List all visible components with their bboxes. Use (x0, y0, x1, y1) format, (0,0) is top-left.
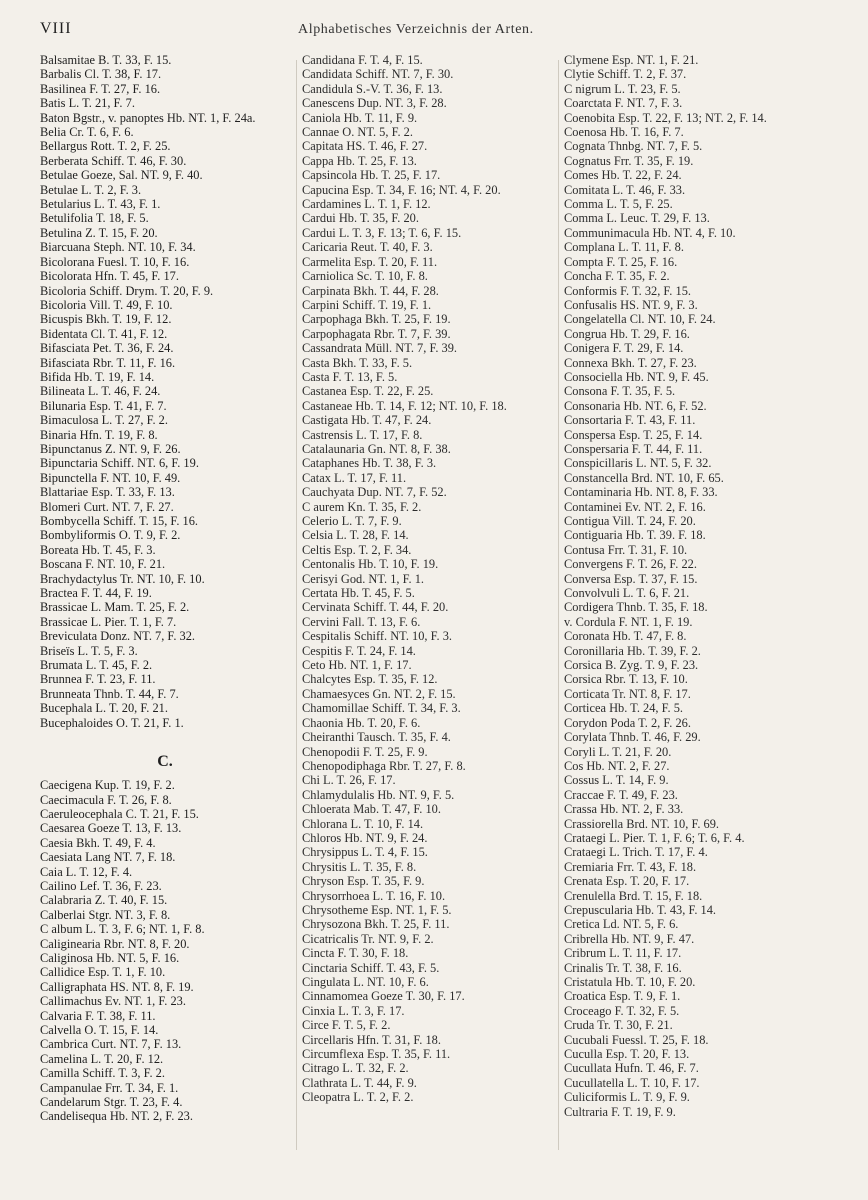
index-entry: Bicolorata Hfn. T. 45, F. 17. (40, 269, 179, 284)
index-entry: Bombycella Schiff. T. 15, F. 16. (40, 514, 199, 528)
index-entry: Caniola Hb. T. 11, F. 9. (302, 110, 418, 125)
index-entry: Castrensis L. T. 17, F. 8. (302, 427, 423, 442)
index-entry: Brachydactylus Tr. NT. 10, F. 10. (40, 571, 205, 586)
index-entry: Cervinata Schiff. T. 44, F. 20. (302, 600, 449, 615)
index-entry: Conspicillaris L. NT. 5, F. 32. (564, 456, 712, 471)
index-entry: Calabraria Z. T. 40, F. 15. (40, 893, 168, 908)
index-entry: Bifasciata Rbr. T. 11, F. 16. (40, 355, 176, 370)
index-entry: Canescens Dup. NT. 3, F. 28. (302, 96, 447, 111)
index-entry: Crinalis Tr. T. 38, F. 16. (564, 960, 682, 975)
index-entry: Bucephaloides O. T. 21, F. 1. (40, 715, 184, 730)
index-entry: Centonalis Hb. T. 10, F. 19. (302, 557, 439, 572)
index-entry: Brumata L. T. 45, F. 2. (40, 658, 153, 673)
index-entry: Bicuspis Bkh. T. 19, F. 12. (40, 312, 172, 327)
index-entry: Candidula S.-V. T. 36, F. 13. (302, 81, 443, 96)
index-entry: Betularius L. T. 43, F. 1. (40, 197, 161, 212)
index-entry: Breviculata Donz. NT. 7, F. 32. (40, 629, 196, 644)
index-entry: Cremiaria Frr. T. 43, F. 18. (564, 859, 697, 874)
index-entry: Basilinea F. T. 27, F. 16. (40, 81, 161, 96)
index-entry: Corsica B. Zyg. T. 9, F. 23. (564, 658, 699, 673)
index-entry: Chrysozona Bkh. T. 25, F. 11. (302, 917, 450, 932)
index-entry: Corydon Poda T. 2, F. 26. (564, 715, 691, 730)
index-entry: Constancella Brd. NT. 10, F. 65. (564, 470, 724, 485)
index-entry: Boreata Hb. T. 45, F. 3. (40, 542, 156, 557)
index-entry: Brassicae L. Mam. T. 25, F. 2. (40, 600, 190, 615)
index-entry: Cheiranthi Tausch. T. 35, F. 4. (302, 730, 451, 745)
index-entry: Batis L. T. 21, F. 7. (40, 96, 135, 111)
index-entry: Culiciformis L. T. 9, F. 9. (564, 1090, 690, 1105)
index-entry: Casta Bkh. T. 33, F. 5. (302, 355, 413, 370)
index-entry: Cardamines L. T. 1, F. 12. (302, 197, 431, 212)
index-entry: C nigrum L. T. 23, F. 5. (564, 81, 681, 96)
index-entry: Camelina L. T. 20, F. 12. (40, 1051, 164, 1066)
index-entry: Camilla Schiff. T. 3, F. 2. (40, 1066, 165, 1081)
index-entry: Blattariae Esp. T. 33, F. 13. (40, 485, 175, 500)
index-entry: Circumflexa Esp. T. 35, F. 11. (302, 1047, 451, 1062)
index-entry: Bipunctanus Z. NT. 9, F. 26. (40, 441, 181, 456)
index-entry: Celerio L. T. 7, F. 9. (302, 514, 402, 528)
index-entry: Connexa Bkh. T. 27, F. 23. (564, 355, 697, 370)
index-entry: Compta F. T. 25, F. 16. (564, 254, 678, 269)
index-entry: Calberlai Stgr. NT. 3, F. 8. (40, 907, 171, 922)
index-entry: Barbalis Cl. T. 38, F. 17. (40, 67, 162, 82)
index-entry: Betulifolia T. 18, F. 5. (40, 211, 149, 226)
index-entry: Consortaria F. T. 43, F. 11. (564, 413, 696, 428)
index-entry: Croatica Esp. T. 9, F. 1. (564, 989, 681, 1004)
index-entry: Chrysorrhoea L. T. 16, F. 10. (302, 888, 446, 903)
index-entry: Cailino Lef. T. 36, F. 23. (40, 878, 162, 893)
index-entry: Crassa Hb. NT. 2, F. 33. (564, 802, 684, 817)
index-entry: Caia L. T. 12, F. 4. (40, 864, 133, 879)
index-entry: Cretica Ld. NT. 5, F. 6. (564, 917, 679, 932)
index-entry: Coenosa Hb. T. 16, F. 7. (564, 125, 684, 140)
index-entry: Cucullatella L. T. 10, F. 17. (564, 1075, 700, 1090)
index-entry: Carpinata Bkh. T. 44, F. 28. (302, 283, 439, 298)
index-entry: Consona F. T. 35, F. 5. (564, 384, 676, 399)
index-entry: Castanea Esp. T. 22, F. 25. (302, 384, 434, 399)
index-entry: Certata Hb. T. 45, F. 5. (302, 586, 415, 601)
index-entry: Crepuscularia Hb. T. 43, F. 14. (564, 902, 717, 917)
index-entry: Caeruleocephala C. T. 21, F. 15. (40, 806, 199, 821)
index-entry: Celsia L. T. 28, F. 14. (302, 528, 409, 543)
index-entry: Cucullata Hufn. T. 46, F. 7. (564, 1061, 699, 1076)
index-entry: Chenopodii F. T. 25, F. 9. (302, 744, 428, 759)
index-entry: C aurem Kn. T. 35, F. 2. (302, 499, 422, 514)
index-entry: Conigera F. T. 29, F. 14. (564, 341, 684, 356)
index-entry: Bifida Hb. T. 19, F. 14. (40, 369, 155, 384)
index-entry: Castigata Hb. T. 47, F. 24. (302, 413, 432, 428)
index-entry: Bilineata L. T. 46, F. 24. (40, 384, 161, 399)
index-entry: Caesiata Lang NT. 7, F. 18. (40, 850, 176, 865)
index-entry: Candelarum Stgr. T. 23, F. 4. (40, 1095, 183, 1110)
index-entry: Caliginosa Hb. NT. 5, F. 16. (40, 950, 180, 965)
index-entry: Cardui L. T. 3, F. 13; T. 6, F. 15. (302, 225, 462, 240)
index-entry: Confusalis HS. NT. 9, F. 3. (564, 297, 698, 312)
index-entry: Callimachus Ev. NT. 1, F. 23. (40, 994, 186, 1009)
index-entry: v. Cordula F. NT. 1, F. 19. (564, 614, 693, 629)
index-entry: Cannae O. NT. 5, F. 2. (302, 125, 413, 140)
index-entry: Coryli L. T. 21, F. 20. (564, 744, 672, 759)
index-entry: Crataegi L. Trich. T. 17, F. 4. (564, 845, 708, 860)
index-entry: Candidata Schiff. NT. 7, F. 30. (302, 67, 454, 82)
index-entry: Consociella Hb. NT. 9, F. 45. (564, 369, 709, 384)
index-entry: Brunnea F. T. 23, F. 11. (40, 672, 156, 687)
index-entry: Crenulella Brd. T. 15, F. 18. (564, 888, 703, 903)
index-entry: Brunneata Thnb. T. 44, F. 7. (40, 686, 179, 701)
index-entry: Bidentata Cl. T. 41, F. 12. (40, 326, 168, 341)
index-entry: Carmelita Esp. T. 20, F. 11. (302, 254, 438, 269)
index-entry: Cerisyi God. NT. 1, F. 1. (302, 571, 424, 586)
index-entry: Balsamitae B. T. 33, F. 15. (40, 53, 172, 67)
index-entry: Cuculla Esp. T. 20, F. 13. (564, 1047, 690, 1062)
section-letter: C. (157, 753, 173, 771)
index-entry: Cataphanes Hb. T. 38, F. 3. (302, 456, 437, 471)
index-column-1 (40, 53, 290, 1124)
index-entry: Contaminei Ev. NT. 2, F. 16. (564, 499, 706, 514)
index-entry: Bifasciata Pet. T. 36, F. 24. (40, 341, 174, 356)
index-entry: C album L. T. 3, F. 6; NT. 1, F. 8. (40, 922, 205, 937)
index-entry: Comes Hb. T. 22, F. 24. (564, 168, 682, 183)
index-entry: Coronata Hb. T. 47, F. 8. (564, 629, 687, 644)
index-entry: Cruda Tr. T. 30, F. 21. (564, 1018, 673, 1033)
index-entry: Chlorana L. T. 10, F. 14. (302, 816, 424, 831)
index-entry: Cucubali Fuessl. T. 25, F. 18. (564, 1032, 709, 1047)
index-entry: Cauchyata Dup. NT. 7, F. 52. (302, 485, 447, 500)
species-list-b (40, 53, 290, 730)
index-entry: Ceto Hb. NT. 1, F. 17. (302, 658, 412, 673)
index-entry: Crataegi L. Pier. T. 1, F. 6; T. 6, F. 4. (564, 830, 745, 845)
index-entry: Caligineаria Rbr. NT. 8, F. 20. (40, 936, 190, 951)
index-entry: Caricaria Reut. T. 40, F. 3. (302, 240, 433, 255)
index-entry: Carniolica Sc. T. 10, F. 8. (302, 269, 428, 284)
index-entry: Cespitalis Schiff. NT. 10, F. 3. (302, 629, 452, 644)
index-entry: Capitata HS. T. 46, F. 27. (302, 139, 428, 154)
index-entry: Calvaria F. T. 38, F. 11. (40, 1008, 156, 1023)
index-entry: Crenata Esp. T. 20, F. 17. (564, 874, 690, 889)
index-entry: Blomeri Curt. NT. 7, F. 27. (40, 499, 174, 514)
index-entry: Chenopodiphaga Rbr. T. 27, F. 8. (302, 758, 466, 773)
index-entry: Chi L. T. 26, F. 17. (302, 773, 396, 788)
index-entry: Comma L. Leuc. T. 29, F. 13. (564, 211, 710, 226)
index-entry: Cinxia L. T. 3, F. 17. (302, 1003, 405, 1018)
species-list-c (40, 778, 290, 1124)
index-entry: Calvella O. T. 15, F. 14. (40, 1023, 159, 1037)
species-list (302, 53, 554, 1105)
index-entry: Chlamydulalis Hb. NT. 9, F. 5. (302, 787, 455, 802)
page-header (0, 20, 868, 46)
index-entry: Casta F. T. 13, F. 5. (302, 369, 398, 384)
index-entry: Cultraria F. T. 19, F. 9. (564, 1104, 676, 1119)
index-entry: Conformis F. T. 32, F. 15. (564, 283, 691, 298)
index-entry: Chloros Hb. NT. 9, F. 24. (302, 830, 428, 845)
index-entry: Conspersaria F. T. 44, F. 11. (564, 441, 703, 456)
index-entry: Coarctata F. NT. 7, F. 3. (564, 96, 683, 111)
index-entry: Cappa Hb. T. 25, F. 13. (302, 153, 417, 168)
index-entry: Campanulae Frr. T. 34, F. 1. (40, 1080, 179, 1095)
index-entry: Belia Cr. T. 6, F. 6. (40, 125, 134, 140)
index-entry: Corsica Rbr. T. 13, F. 10. (564, 672, 688, 687)
index-entry: Bilunaria Esp. T. 41, F. 7. (40, 398, 167, 413)
index-entry: Cardui Hb. T. 35, F. 20. (302, 211, 419, 226)
index-entry: Chamaesyces Gn. NT. 2, F. 15. (302, 686, 456, 701)
index-entry: Chrysitis L. T. 35, F. 8. (302, 859, 417, 874)
index-entry: Briseïs L. T. 5, F. 3. (40, 643, 138, 658)
index-entry: Bicolorana Fuesl. T. 10, F. 16. (40, 254, 190, 269)
index-entry: Circellaris Hfn. T. 31, F. 18. (302, 1032, 441, 1047)
index-entry: Bombyliformis O. T. 9, F. 2. (40, 528, 181, 543)
index-column-3 (564, 53, 826, 1119)
index-entry: Carpini Schiff. T. 19, F. 1. (302, 297, 432, 312)
index-entry: Cossus L. T. 14, F. 9. (564, 773, 669, 788)
index-entry: Cassandrata Müll. NT. 7, F. 39. (302, 341, 458, 356)
index-entry: Capsincola Hb. T. 25, F. 17. (302, 168, 441, 183)
index-entry: Caecigena Kup. T. 19, F. 2. (40, 778, 175, 793)
index-entry: Chloerata Mab. T. 47, F. 10. (302, 802, 441, 817)
index-entry: Cleopatra L. T. 2, F. 2. (302, 1090, 414, 1105)
index-entry: Bipunctella F. NT. 10, F. 49. (40, 470, 181, 485)
index-entry: Contigua Vill. T. 24, F. 20. (564, 514, 696, 528)
index-entry: Conversa Esp. T. 37, F. 15. (564, 571, 698, 586)
index-entry: Bellargus Rott. T. 2, F. 25. (40, 139, 171, 154)
index-entry: Catalaunaria Gn. NT. 8, F. 38. (302, 441, 451, 456)
index-entry: Boscana F. NT. 10, F. 21. (40, 557, 166, 572)
index-entry: Cinctaria Schiff. T. 43, F. 5. (302, 960, 440, 975)
index-entry: Communimacula Hb. NT. 4, F. 10. (564, 225, 736, 240)
index-entry: Cicatricalis Tr. NT. 9, F. 2. (302, 931, 434, 946)
index-entry: Baton Bgstr., v. panoptes Hb. NT. 1, F. 24a. (40, 110, 256, 125)
index-entry: Contiguaria Hb. T. 39. F. 18. (564, 528, 706, 543)
index-entry: Brassicae L. Pier. T. 1, F. 7. (40, 614, 177, 629)
index-entry: Cinnamomea Goeze T. 30, F. 17. (302, 989, 465, 1004)
index-entry: Chrysippus L. T. 4, F. 15. (302, 845, 428, 860)
index-entry: Consonaria Hb. NT. 6, F. 52. (564, 398, 707, 413)
index-entry: Congrua Hb. T. 29, F. 16. (564, 326, 690, 341)
index-entry: Carpophagata Rbr. T. 7, F. 39. (302, 326, 451, 341)
index-entry: Cognatus Frr. T. 35, F. 19. (564, 153, 694, 168)
index-entry: Contusa Frr. T. 31, F. 10. (564, 542, 688, 557)
index-entry: Convolvuli L. T. 6, F. 21. (564, 586, 690, 601)
index-entry: Cervini Fall. T. 13, F. 6. (302, 614, 421, 629)
index-entry: Crassiorella Brd. NT. 10, F. 69. (564, 816, 720, 831)
index-entry: Cribrella Hb. NT. 9, F. 47. (564, 931, 695, 946)
index-entry: Citrago L. T. 32, F. 2. (302, 1061, 409, 1076)
species-list (564, 53, 826, 1119)
index-entry: Bimaculosa L. T. 27, F. 2. (40, 413, 168, 428)
column-divider (296, 60, 297, 1150)
index-entry: Castaneae Hb. T. 14, F. 12; NT. 10, F. 18. (302, 398, 507, 413)
index-entry: Berberata Schiff. T. 46, F. 30. (40, 153, 187, 168)
index-entry: Chryson Esp. T. 35, F. 9. (302, 874, 425, 889)
index-entry: Chrysotheme Esp. NT. 1, F. 5. (302, 902, 452, 917)
index-entry: Convergens F. T. 26, F. 22. (564, 557, 697, 572)
index-entry: Conspersa Esp. T. 25, F. 14. (564, 427, 703, 442)
index-entry: Candelisequa Hb. NT. 2, F. 23. (40, 1109, 193, 1124)
index-entry: Craccae F. T. 49, F. 23. (564, 787, 678, 802)
index-entry: Cristatula Hb. T. 10, F. 20. (564, 975, 696, 989)
index-entry: Bicoloria Schiff. Drym. T. 20, F. 9. (40, 283, 214, 298)
index-entry: Cos Hb. NT. 2, F. 27. (564, 758, 670, 773)
index-entry: Comma L. T. 5, F. 25. (564, 197, 673, 212)
index-entry: Chalcytes Esp. T. 35, F. 12. (302, 672, 438, 687)
index-entry: Biarcuana Steph. NT. 10, F. 34. (40, 240, 196, 255)
index-entry: Betulae Goeze, Sal. NT. 9, F. 40. (40, 168, 203, 183)
index-entry: Caecimacula F. T. 26, F. 8. (40, 792, 172, 807)
page-number: VIII (40, 20, 72, 37)
index-entry: Cespitis F. T. 24, F. 14. (302, 643, 416, 658)
index-entry: Clytie Schiff. T. 2, F. 37. (564, 67, 687, 82)
index-entry: Caesarea Goeze T. 13, F. 13. (40, 821, 182, 836)
index-entry: Binaria Hfn. T. 19, F. 8. (40, 427, 158, 442)
index-entry: Clymene Esp. NT. 1, F. 21. (564, 53, 699, 67)
index-entry: Coronillaria Hb. T. 39, F. 2. (564, 643, 701, 658)
index-entry: Complana L. T. 11, F. 8. (564, 240, 684, 255)
index-entry: Catax L. T. 17, F. 11. (302, 470, 407, 485)
index-entry: Calligraphata HS. NT. 8, F. 19. (40, 979, 194, 994)
index-entry: Bipunctaria Schiff. NT. 6, F. 19. (40, 456, 199, 471)
index-entry: Croceago F. T. 32, F. 5. (564, 1003, 680, 1018)
index-entry: Bractea F. T. 44, F. 19. (40, 586, 152, 601)
index-entry: Contaminaria Hb. NT. 8, F. 33. (564, 485, 718, 500)
index-entry: Caesia Bkh. T. 49, F. 4. (40, 835, 156, 850)
index-entry: Betulina Z. T. 15, F. 20. (40, 225, 158, 240)
index-entry: Cincta F. T. 30, F. 18. (302, 946, 409, 961)
index-entry: Candidana F. T. 4, F. 15. (302, 53, 423, 67)
index-entry: Circe F. T. 5, F. 2. (302, 1018, 391, 1033)
index-entry: Corylata Thnb. T. 46, F. 29. (564, 730, 701, 745)
index-entry: Cognata Thnbg. NT. 7, F. 5. (564, 139, 703, 154)
index-entry: Capucina Esp. T. 34, F. 16; NT. 4, F. 20. (302, 182, 501, 197)
index-entry: Bicoloria Vill. T. 49, F. 10. (40, 297, 173, 312)
index-entry: Bucephala L. T. 20, F. 21. (40, 701, 168, 716)
index-entry: Carpophaga Bkh. T. 25, F. 19. (302, 312, 451, 327)
index-entry: Congelatella Cl. NT. 10, F. 24. (564, 312, 716, 327)
index-entry: Betulae L. T. 2, F. 3. (40, 182, 142, 197)
index-entry: Clathrata L. T. 44, F. 9. (302, 1075, 417, 1090)
index-entry: Chaonia Hb. T. 20, F. 6. (302, 715, 421, 730)
index-entry: Coenobita Esp. T. 22, F. 13; NT. 2, F. 14. (564, 110, 767, 125)
index-entry: Cambrica Curt. NT. 7, F. 13. (40, 1037, 182, 1052)
index-entry: Concha F. T. 35, F. 2. (564, 269, 670, 284)
index-entry: Cingulata L. NT. 10, F. 6. (302, 975, 429, 989)
index-entry: Cordigera Thnb. T. 35, F. 18. (564, 600, 708, 615)
index-column-2 (302, 53, 554, 1105)
column-divider (558, 60, 559, 1150)
index-entry: Celtis Esp. T. 2, F. 34. (302, 542, 412, 557)
index-entry: Corticea Hb. T. 24, F. 5. (564, 701, 683, 716)
index-entry: Callidice Esp. T. 1, F. 10. (40, 965, 166, 980)
index-entry: Corticata Tr. NT. 8, F. 17. (564, 686, 691, 701)
index-entry: Comitata L. T. 46, F. 33. (564, 182, 686, 197)
index-entry: Cribrum L. T. 11, F. 17. (564, 946, 682, 961)
page-title: Alphabetisches Verzeichnis der Arten. (298, 22, 534, 37)
index-entry: Chamomillae Schiff. T. 34, F. 3. (302, 701, 461, 716)
